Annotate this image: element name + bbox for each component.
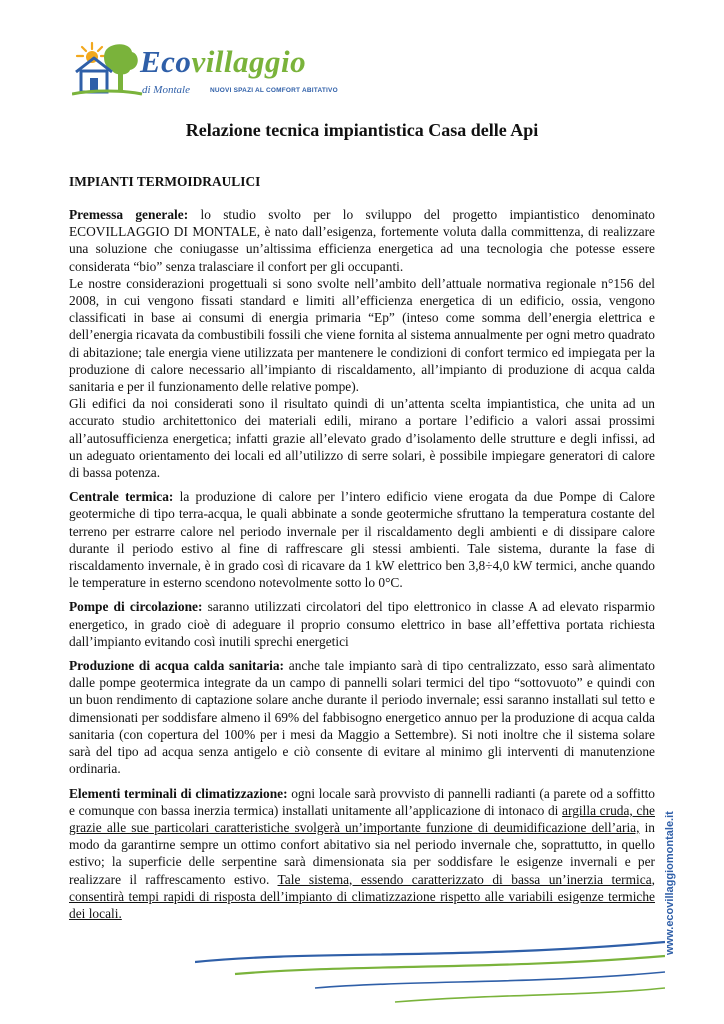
paragraph-text: ogni locale sarà provvisto di pannelli radianti (a parete od a soffitto e comunque con bassa inerzia termica) installati unitamente all’applicazione di intonaco di [69,785,655,818]
brand-eco: Eco [140,44,192,79]
paragraph-text: saranno utilizzati circolatori del tipo elettronico in classe A ad elevato risparmio energetico, in grado cioè di adeguare il proprio consumo elettrico in base all’effettiva portata richiesta dall’impianto evitando così inutili sprechi energetici [69,599,655,649]
paragraph-heading: Elementi terminali di climatizzazione: [69,785,288,801]
decorative-waves [195,930,665,1010]
underlined-text: Tale sistema, essendo caratterizzato di bassa un’inerzia termica, consentirà tempi rapidi di risposta dell’impianto di climatizzazione rispetto alle variabili esigenze termiche dei locali. [69,871,655,921]
paragraph-pompe [69,598,655,650]
paragraph-normativa: Le nostre considerazioni progettuali si sono svolte nell’ambito dell’attuale normativa regionale n°156 del 2008, in cui vengono fissati standard e limiti all’efficienza energetica di un edificio, ossia, vengono classificati in base ai consumi di energia primaria “Ep” (inteso come somma dell’energia elettrica e dell’energia ricavata da combustibili fossili che viene fornita al sistema annualmente per ogni metro quadrato di abitazione; tale energia viene utilizzata per mantenere le condizioni di confort termico ed impiegata per la produzione di calore necessario all’impianto di riscaldamento, all’impianto di produzione di acqua calda sanitaria e per il funzionamento delle relative pompe). [69,275,655,395]
underlined-text: argilla cruda, che grazie alle sue particolari caratteristiche svolgerà un’importante funzione di deumidificazione dell’aria, [69,802,655,835]
document-body [69,206,655,922]
paragraph-text: anche tale impianto sarà di tipo centralizzato, esso sarà alimentato dalle pompe geotermica integrate da un campo di pannelli solari termici del tipo “sottovuoto” e quindi con un buon rendimento di captazione solare anche durante il periodo invernale; essi saranno installati sul tetto e dimensionati per soddisfare almeno il 69% del fabbisogno energetico annuo per la produzione di acqua calda sanitaria (con copertura del 100% per i mesi da Maggio a Settembre). Si noti inoltre che il sistema solare sarà del tipo ad acqua senza antigelo e ciò consente di evitare al minimo gli interventi di manutenzione ordinaria. [69,658,656,777]
paragraph-text: la produzione di calore per l’intero edificio viene erogata da due Pompe di Calore geotermiche di tipo terra-acqua, le quali abbinate a sonde geotermiche sfruttano la temperatura costante del terreno per estrarre calore nel periodo invernale per il riscaldamento degli ambienti e di dissipare calore durante il periodo estivo al fine di raffrescare gli stessi ambienti. Tale sistema, durante la fase di riscaldamento invernale, è in grado così di ricavare da 1 kW elettrico ben 3,8÷4,0 kW termici, anche quando le temperature in esterno scendono notevolmente sotto lo 0°C. [69,489,655,591]
ecovillaggio-logo [72,40,362,106]
paragraph-text: lo studio svolto per lo sviluppo del progetto impiantistico denominato ECOVILLAGGIO DI MONTALE, è nato dall’esigenza, fortemente voluta dalla committenza, di realizzare una soluzione che coniugasse un’altissima efficienza energetica ad una tecnologia che potesse essere considerata “bio” senza tralasciare il confort per gli occupanti. [69,207,655,274]
paragraph-heading: Pompe di circolazione: [69,599,203,615]
house-tree-sun-icon [72,40,144,102]
paragraph-acqua-calda [69,657,655,777]
paragraph-edifici: Gli edifici da noi considerati sono il risultato quindi di un’attenta scelta impiantistica, che unita ad un accurato studio architettonico dei materiali edili, mirano a portare l’edificio a valori assai prossimi all’autosufficienza energetica; infatti grazie all’elevato grado d’isolamento delle strutture e degli infissi, ad un adeguato orientamento dei locali ed all’utilizzo di serre solari, è possibile impiegare generatori di calore di bassa potenza. [69,396,655,481]
brand-tagline: NUOVI SPAZI AL COMFORT ABITATIVO [210,87,338,94]
paragraph-centrale-termica [69,488,655,591]
paragraph-premessa [69,206,655,275]
paragraph-heading: Produzione di acqua calda sanitaria: [69,658,285,674]
paragraph-heading: Centrale termica: [69,489,174,505]
paragraph-elementi-terminali [69,785,655,923]
paragraph-heading: Premessa generale: [69,207,189,222]
brand-di-montale: di Montale [142,84,190,96]
brand-name [140,44,306,80]
website-url: www.ecovillaggiomontale.it [664,811,676,955]
section-heading: IMPIANTI TERMOIDRAULICI [69,174,261,189]
document-title: Relazione tecnica impiantistica Casa delle Api [185,120,539,140]
brand-villaggio: villaggio [191,44,307,79]
paragraph-text: in modo da garantirne sempre un ottimo confort abitativo sia nel periodo invernale che, soprattutto, in quello estivo; la superficie delle serpentine sarà dimensionata sia per soddisfare le esigenze invernali e per realizzare il raffrescamento estivo. [69,819,655,887]
